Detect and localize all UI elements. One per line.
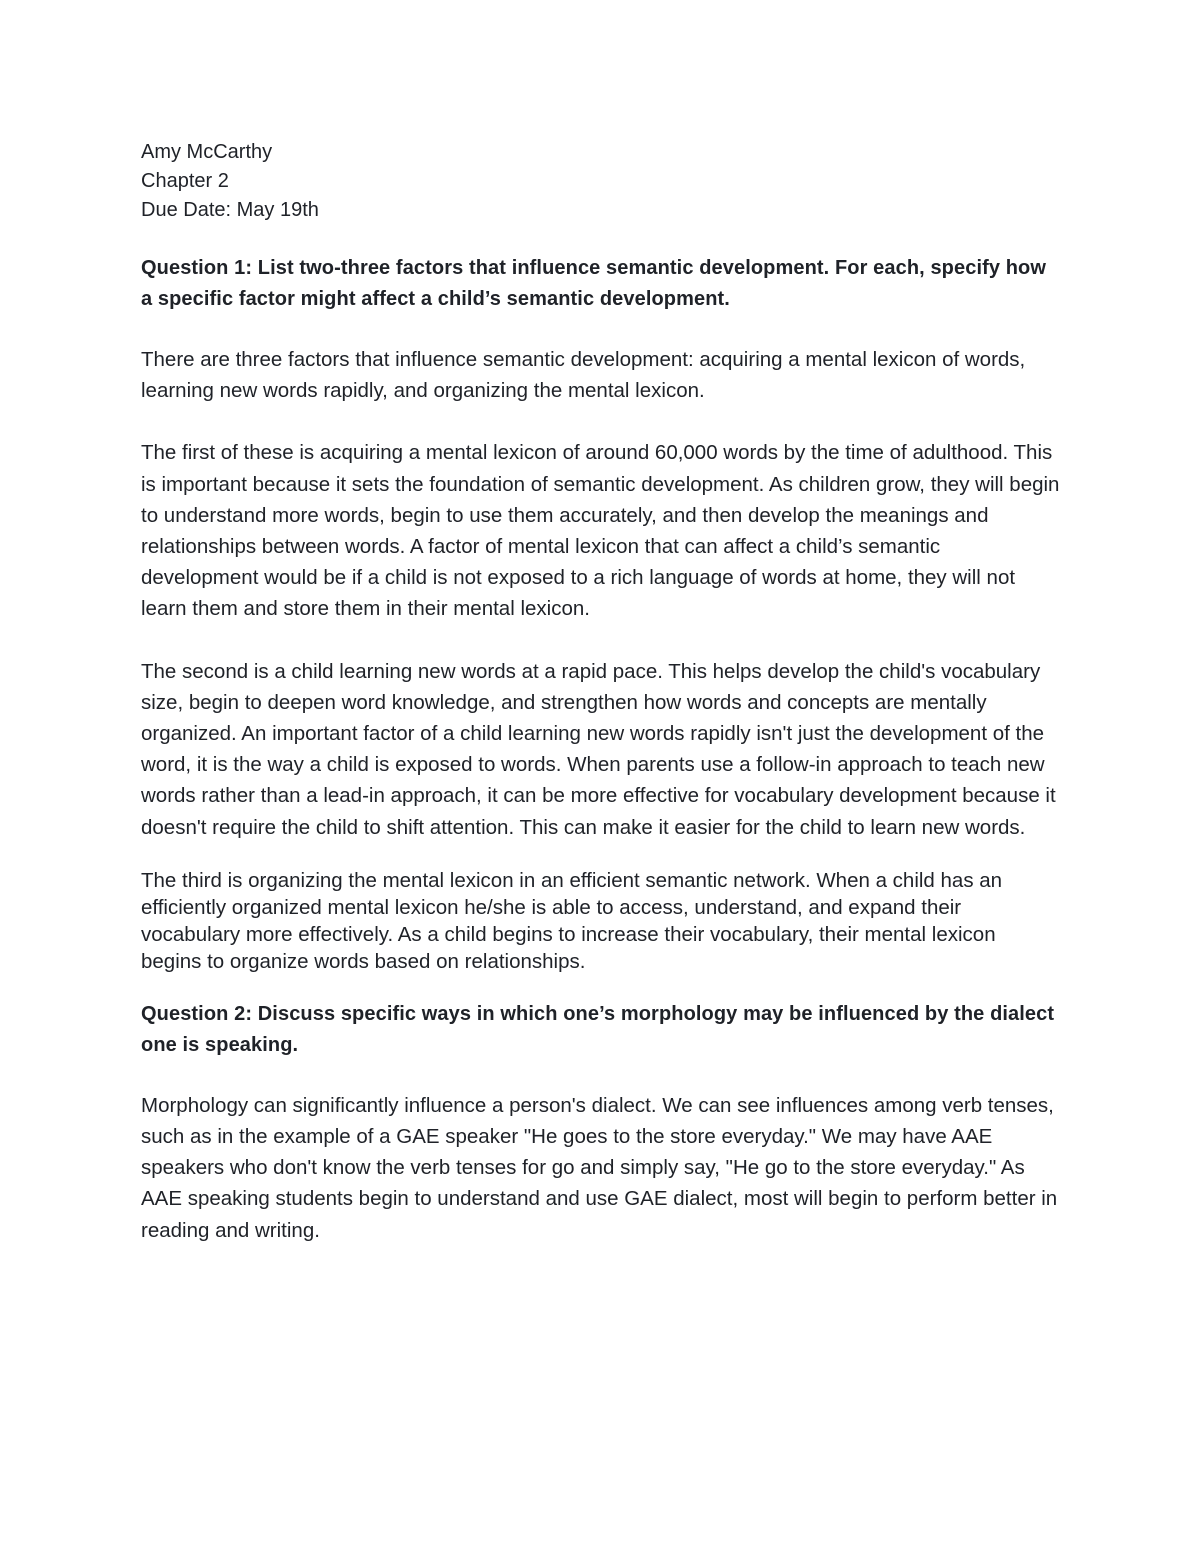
q1-intro-paragraph: There are three factors that influence semantic development: acquiring a mental lexicon of words, learning new words rapidly, and organizing the mental lexicon.: [141, 348, 1026, 403]
q2-answer-paragraph: Morphology can significantly influence a person's dialect. We can see influences among verb tenses, such as in the example of a GAE speaker "He goes to the store everyday." We may have AAE speakers who don't know the verb tenses for go and simply say, "He go to the store everyday." As AAE speaking students begin to understand and use GAE dialect, most will begin to perform better in reading and writing.: [141, 1093, 1058, 1242]
question-1-heading: Question 1: List two-three factors that influence semantic development. For each, specify how a specific factor might affect a child’s semantic development.: [141, 257, 1047, 310]
chapter-label: Chapter 2: [141, 170, 229, 192]
question-2-heading: Question 2: Discuss specific ways in which one’s morphology may be influenced by the dialect one is speaking.: [141, 1002, 1055, 1056]
author-name: Amy McCarthy: [141, 141, 273, 163]
q1-first-factor-paragraph: The first of these is acquiring a mental lexicon of around 60,000 words by the time of adulthood. This is important because it sets the foundation of semantic development. As children grow, they will begin to understand more words, begin to use them accurately, and then develop the meanings and relationships between words. A factor of mental lexicon that can affect a child’s semantic development would be if a child is not exposed to a rich language of words at home, they will not learn them and store them in their mental lexicon.: [141, 441, 1060, 621]
document-page: [141, 138, 1061, 1246]
q1-second-factor-paragraph: The second is a child learning new words at a rapid pace. This helps develop the child's vocabulary size, begin to deepen word knowledge, and strengthen how words and concepts are mentally organized. An important factor of a child learning new words rapidly isn't just the development of the word, it is the way a child is exposed to words. When parents use a follow-in approach to teach new words rather than a lead-in approach, it can be more effective for vocabulary development because it doesn't require the child to shift attention. This can make it easier for the child to learn new words.: [141, 659, 1056, 839]
due-date: Due Date: May 19th: [141, 199, 319, 221]
q1-third-factor-paragraph: The third is organizing the mental lexicon in an efficient semantic network. When a child has an efficiently organized mental lexicon he/she is able to access, understand, and expand their vocabulary more effectively. As a child begins to increase their vocabulary, their mental lexicon begins to organize words based on relationships.: [141, 868, 1003, 973]
